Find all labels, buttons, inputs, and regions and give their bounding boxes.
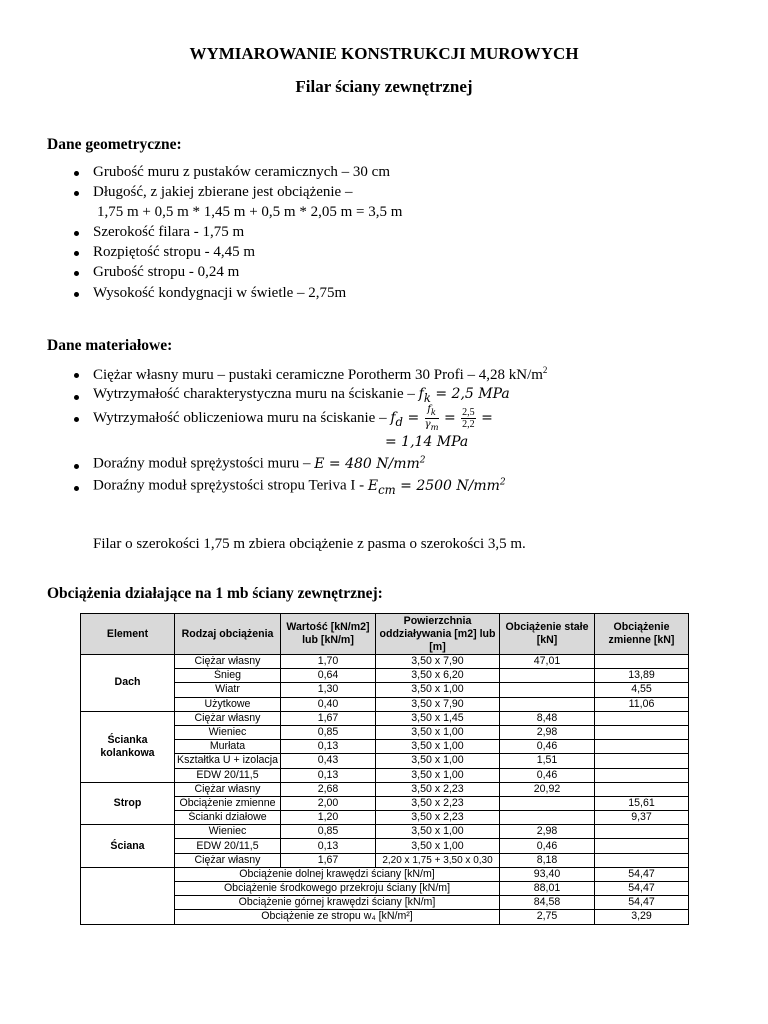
header-area: Powierzchnia oddziaływania [m2] lub [m] [376, 614, 500, 655]
table-cell: Ciężar własny [175, 711, 281, 725]
bullet-icon [74, 171, 79, 176]
table-cell: Użytkowe [175, 697, 281, 711]
bullet-icon [74, 373, 79, 378]
table-cell: 0,46 [500, 839, 595, 853]
geometry-item: Wysokość kondygnacji w świetle – 2,75m [93, 285, 347, 301]
document-subtitle: Filar ściany zewnętrznej [295, 77, 473, 96]
table-cell: 1,20 [281, 811, 376, 825]
table-cell [500, 811, 595, 825]
table-cell: 3,50 x 2,23 [376, 782, 500, 796]
note-text: Filar o szerokości 1,75 m zbiera obciążenie z pasma o szerokości 3,5 m. [93, 536, 526, 552]
group-cell: Dach [81, 655, 175, 712]
table-cell: 8,48 [500, 711, 595, 725]
fd-result: = 1,14 MPa [385, 434, 469, 450]
header-value: Wartość [kN/m2] lub [kN/m] [281, 614, 376, 655]
length-calculation: 1,75 m + 0,5 m * 1,45 m + 0,5 m * 2,05 m = 3,5 m [97, 204, 403, 220]
geometry-item: Grubość muru z pustaków ceramicznych – 30 cm [93, 164, 390, 180]
table-cell: 0,85 [281, 825, 376, 839]
group-cell: Strop [81, 782, 175, 825]
group-cell: Ściana [81, 825, 175, 868]
summary-row [81, 867, 689, 881]
material-item-ecm: Doraźny moduł sprężystości stropu Teriva $I - E_{cm} = 2500$ $N/mm^2$ [93, 477, 506, 497]
loads-heading: Obciążenia działające na 1 mb ściany zewnętrznej: [47, 585, 383, 602]
table-row [81, 655, 689, 669]
table-cell: 4,55 [595, 683, 689, 697]
table-cell: 3,50 x 1,00 [376, 825, 500, 839]
table-cell: 1,67 [281, 853, 376, 867]
table-cell: 3,50 x 1,00 [376, 740, 500, 754]
table-cell: 1,30 [281, 683, 376, 697]
loads-table [80, 613, 689, 925]
geometry-item: Szerokość filara - 1,75 m [93, 224, 245, 240]
table-cell: 3,50 x 1,00 [376, 683, 500, 697]
geometry-item: Długość, z jakiej zbierane jest obciążenie – [93, 184, 353, 200]
material-item-weight: Ciężar własny muru – pustaki ceramiczne Porotherm 30 Profi – 4,28 $kN/m^2$ [93, 365, 548, 383]
table-cell: Wieniec [175, 825, 281, 839]
summary-value: 54,47 [595, 867, 689, 881]
summary-value: 88,01 [500, 882, 595, 896]
table-cell: 15,61 [595, 796, 689, 810]
table-cell [500, 683, 595, 697]
table-cell [595, 768, 689, 782]
table-cell: 3,50 x 7,90 [376, 655, 500, 669]
summary-empty-cell [81, 867, 175, 924]
table-row [81, 711, 689, 725]
table-cell: Kształtka U + izolacja [175, 754, 281, 768]
table-cell: Ścianki działowe [175, 811, 281, 825]
table-cell [595, 655, 689, 669]
table-cell: 2,98 [500, 825, 595, 839]
table-cell: 0,13 [281, 740, 376, 754]
table-cell: 0,64 [281, 669, 376, 683]
material-item-e: Doraźny moduł sprężystości muru – E = 480 $N/mm^2$ [93, 455, 426, 472]
material-item-fd: Wytrzymałość obliczeniowa muru na ściskanie – $f_d$ = $\frac{f_k}{\gamma_m}$ = $\frac{2,5}{2,2}$ = [93, 404, 493, 432]
table-cell: 20,92 [500, 782, 595, 796]
table-cell: 3,50 x 2,23 [376, 811, 500, 825]
summary-label: Obciążenie ze stropu w₄ [kN/m²] [175, 910, 500, 924]
table-cell: 1,70 [281, 655, 376, 669]
table-cell [595, 711, 689, 725]
table-cell: 2,98 [500, 725, 595, 739]
table-cell: Ciężar własny [175, 853, 281, 867]
geometry-heading: Dane geometryczne: [47, 136, 182, 153]
table-cell: 0,40 [281, 697, 376, 711]
table-cell: 0,13 [281, 839, 376, 853]
summary-value: 84,58 [500, 896, 595, 910]
table-cell: Obciążenie zmienne [175, 796, 281, 810]
geometry-item: Grubość stropu - 0,24 m [93, 264, 240, 280]
table-cell: EDW 20/11,5 [175, 768, 281, 782]
summary-value: 2,75 [500, 910, 595, 924]
table-cell: 3,50 x 6,20 [376, 669, 500, 683]
material-heading: Dane materiałowe: [47, 337, 173, 354]
table-cell: 0,46 [500, 740, 595, 754]
bullet-icon [74, 486, 79, 491]
summary-label: Obciążenie górnej krawędzi ściany [kN/m] [175, 896, 500, 910]
table-cell: 0,85 [281, 725, 376, 739]
table-cell [595, 754, 689, 768]
summary-value: 54,47 [595, 896, 689, 910]
header-element: Element [81, 614, 175, 655]
table-row [81, 782, 689, 796]
table-cell: 3,50 x 1,00 [376, 768, 500, 782]
table-header-row [81, 614, 689, 655]
table-cell: Wiatr [175, 683, 281, 697]
header-permanent: Obciążenie stałe [kN] [500, 614, 595, 655]
group-cell: Ścianka kolankowa [81, 711, 175, 782]
table-cell: Wieniec [175, 725, 281, 739]
table-cell: 1,51 [500, 754, 595, 768]
table-cell [595, 853, 689, 867]
table-cell: 13,89 [595, 669, 689, 683]
table-cell: 1,67 [281, 711, 376, 725]
table-cell: 0,43 [281, 754, 376, 768]
geometry-item: Rozpiętość stropu - 4,45 m [93, 244, 256, 260]
table-cell: Śnieg [175, 669, 281, 683]
summary-value: 54,47 [595, 882, 689, 896]
table-cell [595, 725, 689, 739]
table-cell: 47,01 [500, 655, 595, 669]
document-title: WYMIAROWANIE KONSTRUKCJI MUROWYCH [189, 44, 579, 63]
material-item-fk: Wytrzymałość charakterystyczna muru na ściskanie – $f_k = 2,5$ MPa [93, 386, 510, 405]
summary-value: 93,40 [500, 867, 595, 881]
table-cell [500, 697, 595, 711]
table-row [81, 825, 689, 839]
bullet-icon [74, 231, 79, 236]
table-cell: 11,06 [595, 697, 689, 711]
table-cell [595, 740, 689, 754]
table-cell: 2,00 [281, 796, 376, 810]
table-cell: 2,68 [281, 782, 376, 796]
header-variable: Obciążenie zmienne [kN] [595, 614, 689, 655]
summary-label: Obciążenie dolnej krawędzi ściany [kN/m] [175, 867, 500, 881]
table-cell: 3,50 x 1,45 [376, 711, 500, 725]
table-cell [500, 669, 595, 683]
table-cell: Murłata [175, 740, 281, 754]
bullet-icon [74, 271, 79, 276]
table-cell: 9,37 [595, 811, 689, 825]
table-cell: 3,50 x 7,90 [376, 697, 500, 711]
summary-value: 3,29 [595, 910, 689, 924]
bullet-icon [74, 417, 79, 422]
table-cell: 0,13 [281, 768, 376, 782]
table-cell [595, 782, 689, 796]
bullet-icon [74, 191, 79, 196]
table-cell: 3,50 x 1,00 [376, 754, 500, 768]
table-cell: 3,50 x 1,00 [376, 725, 500, 739]
table-cell: 2,20 x 1,75 + 3,50 x 0,30 [376, 853, 500, 867]
bullet-icon [74, 395, 79, 400]
table-cell [500, 796, 595, 810]
table-cell: Ciężar własny [175, 782, 281, 796]
bullet-icon [74, 464, 79, 469]
table-cell: 3,50 x 2,23 [376, 796, 500, 810]
table-cell: 3,50 x 1,00 [376, 839, 500, 853]
table-cell [595, 825, 689, 839]
table-cell: 8,18 [500, 853, 595, 867]
table-cell: EDW 20/11,5 [175, 839, 281, 853]
summary-label: Obciążenie środkowego przekroju ściany [kN/m] [175, 882, 500, 896]
header-load-type: Rodzaj obciążenia [175, 614, 281, 655]
table-cell: Ciężar własny [175, 655, 281, 669]
table-cell [595, 839, 689, 853]
bullet-icon [74, 292, 79, 297]
bullet-icon [74, 251, 79, 256]
table-cell: 0,46 [500, 768, 595, 782]
